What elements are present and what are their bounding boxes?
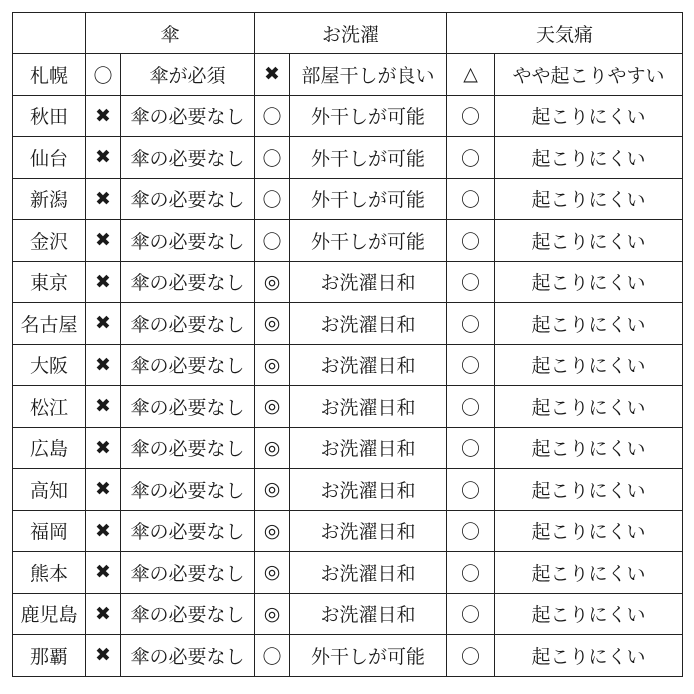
weather-pain-advice: 起こりにくい — [495, 344, 683, 386]
table-row — [13, 552, 683, 594]
laundry-symbol: ◎ — [255, 552, 290, 594]
table-row — [13, 137, 683, 179]
city-cell: 熊本 — [13, 552, 86, 594]
laundry-advice: お洗濯日和 — [290, 552, 447, 594]
weather-pain-symbol: 〇 — [447, 95, 495, 137]
umbrella-advice: 傘の必要なし — [121, 593, 255, 635]
laundry-symbol: ◎ — [255, 344, 290, 386]
weather-pain-symbol: 〇 — [447, 552, 495, 594]
umbrella-symbol: ✖ — [86, 261, 121, 303]
umbrella-symbol: 〇 — [86, 54, 121, 96]
weather-pain-symbol: 〇 — [447, 137, 495, 179]
umbrella-symbol: ✖ — [86, 178, 121, 220]
laundry-advice: 外干しが可能 — [290, 635, 447, 677]
weather-pain-symbol: 〇 — [447, 635, 495, 677]
umbrella-symbol: ✖ — [86, 386, 121, 428]
umbrella-advice: 傘の必要なし — [121, 386, 255, 428]
table-row — [13, 593, 683, 635]
weather-pain-advice: やや起こりやすい — [495, 54, 683, 96]
weather-pain-advice: 起こりにくい — [495, 220, 683, 262]
city-cell: 名古屋 — [13, 303, 86, 345]
city-cell: 秋田 — [13, 95, 86, 137]
header-weather-pain: 天気痛 — [447, 13, 683, 54]
city-cell: 広島 — [13, 427, 86, 469]
table-row — [13, 635, 683, 677]
weather-pain-advice: 起こりにくい — [495, 593, 683, 635]
weather-pain-symbol: 〇 — [447, 593, 495, 635]
umbrella-advice: 傘の必要なし — [121, 303, 255, 345]
umbrella-advice: 傘の必要なし — [121, 220, 255, 262]
laundry-advice: お洗濯日和 — [290, 510, 447, 552]
laundry-symbol: 〇 — [255, 220, 290, 262]
city-cell: 高知 — [13, 469, 86, 511]
laundry-advice: お洗濯日和 — [290, 469, 447, 511]
umbrella-advice: 傘の必要なし — [121, 95, 255, 137]
laundry-advice: 外干しが可能 — [290, 137, 447, 179]
laundry-symbol: 〇 — [255, 178, 290, 220]
umbrella-symbol: ✖ — [86, 344, 121, 386]
umbrella-advice: 傘の必要なし — [121, 469, 255, 511]
table-row — [13, 303, 683, 345]
laundry-advice: 部屋干しが良い — [290, 54, 447, 96]
umbrella-symbol: ✖ — [86, 593, 121, 635]
laundry-advice: お洗濯日和 — [290, 386, 447, 428]
weather-pain-advice: 起こりにくい — [495, 261, 683, 303]
weather-pain-advice: 起こりにくい — [495, 95, 683, 137]
weather-pain-symbol: 〇 — [447, 510, 495, 552]
weather-pain-symbol: 〇 — [447, 261, 495, 303]
weather-pain-symbol: 〇 — [447, 427, 495, 469]
laundry-symbol: ◎ — [255, 303, 290, 345]
laundry-symbol: ◎ — [255, 261, 290, 303]
table-row — [13, 427, 683, 469]
laundry-symbol: ✖ — [255, 54, 290, 96]
laundry-symbol: ◎ — [255, 386, 290, 428]
laundry-advice: 外干しが可能 — [290, 178, 447, 220]
city-cell: 東京 — [13, 261, 86, 303]
laundry-advice: お洗濯日和 — [290, 261, 447, 303]
header-umbrella: 傘 — [86, 13, 255, 54]
city-cell: 金沢 — [13, 220, 86, 262]
laundry-advice: お洗濯日和 — [290, 593, 447, 635]
city-cell: 松江 — [13, 386, 86, 428]
weather-pain-symbol: 〇 — [447, 178, 495, 220]
table-row — [13, 510, 683, 552]
table-row — [13, 386, 683, 428]
weather-pain-advice: 起こりにくい — [495, 178, 683, 220]
table-row — [13, 220, 683, 262]
weather-pain-symbol: 〇 — [447, 344, 495, 386]
weather-pain-advice: 起こりにくい — [495, 137, 683, 179]
table-row — [13, 54, 683, 96]
laundry-advice: お洗濯日和 — [290, 427, 447, 469]
laundry-symbol: ◎ — [255, 510, 290, 552]
city-cell: 札幌 — [13, 54, 86, 96]
laundry-advice: 外干しが可能 — [290, 220, 447, 262]
table-row — [13, 261, 683, 303]
umbrella-symbol: ✖ — [86, 635, 121, 677]
header-corner-cell — [13, 13, 86, 54]
table-row — [13, 344, 683, 386]
weather-pain-advice: 起こりにくい — [495, 469, 683, 511]
umbrella-symbol: ✖ — [86, 303, 121, 345]
weather-pain-symbol: 〇 — [447, 303, 495, 345]
weather-pain-advice: 起こりにくい — [495, 552, 683, 594]
umbrella-symbol: ✖ — [86, 552, 121, 594]
weather-pain-advice: 起こりにくい — [495, 510, 683, 552]
umbrella-advice: 傘の必要なし — [121, 510, 255, 552]
city-cell: 那覇 — [13, 635, 86, 677]
laundry-symbol: 〇 — [255, 635, 290, 677]
weather-pain-advice: 起こりにくい — [495, 386, 683, 428]
umbrella-advice: 傘の必要なし — [121, 427, 255, 469]
table-row — [13, 178, 683, 220]
umbrella-advice: 傘の必要なし — [121, 178, 255, 220]
umbrella-advice: 傘の必要なし — [121, 552, 255, 594]
weather-pain-advice: 起こりにくい — [495, 635, 683, 677]
header-laundry: お洗濯 — [255, 13, 447, 54]
umbrella-advice: 傘が必須 — [121, 54, 255, 96]
table-row — [13, 95, 683, 137]
laundry-symbol: 〇 — [255, 95, 290, 137]
city-cell: 大阪 — [13, 344, 86, 386]
weather-pain-symbol: 〇 — [447, 386, 495, 428]
city-cell: 福岡 — [13, 510, 86, 552]
laundry-symbol: 〇 — [255, 137, 290, 179]
umbrella-advice: 傘の必要なし — [121, 635, 255, 677]
laundry-advice: 外干しが可能 — [290, 95, 447, 137]
city-cell: 鹿児島 — [13, 593, 86, 635]
table-row — [13, 469, 683, 511]
table-body — [13, 13, 683, 677]
laundry-symbol: ◎ — [255, 593, 290, 635]
umbrella-advice: 傘の必要なし — [121, 344, 255, 386]
umbrella-symbol: ✖ — [86, 469, 121, 511]
laundry-symbol: ◎ — [255, 469, 290, 511]
laundry-advice: お洗濯日和 — [290, 344, 447, 386]
city-cell: 新潟 — [13, 178, 86, 220]
weather-pain-advice: 起こりにくい — [495, 427, 683, 469]
forecast-table — [12, 12, 683, 677]
umbrella-symbol: ✖ — [86, 137, 121, 179]
umbrella-advice: 傘の必要なし — [121, 137, 255, 179]
weather-pain-advice: 起こりにくい — [495, 303, 683, 345]
umbrella-symbol: ✖ — [86, 510, 121, 552]
umbrella-advice: 傘の必要なし — [121, 261, 255, 303]
weather-pain-symbol: 〇 — [447, 220, 495, 262]
header-row — [13, 13, 683, 54]
umbrella-symbol: ✖ — [86, 95, 121, 137]
laundry-symbol: ◎ — [255, 427, 290, 469]
city-cell: 仙台 — [13, 137, 86, 179]
umbrella-symbol: ✖ — [86, 427, 121, 469]
umbrella-symbol: ✖ — [86, 220, 121, 262]
weather-pain-symbol: 〇 — [447, 469, 495, 511]
weather-pain-symbol: △ — [447, 54, 495, 96]
laundry-advice: お洗濯日和 — [290, 303, 447, 345]
